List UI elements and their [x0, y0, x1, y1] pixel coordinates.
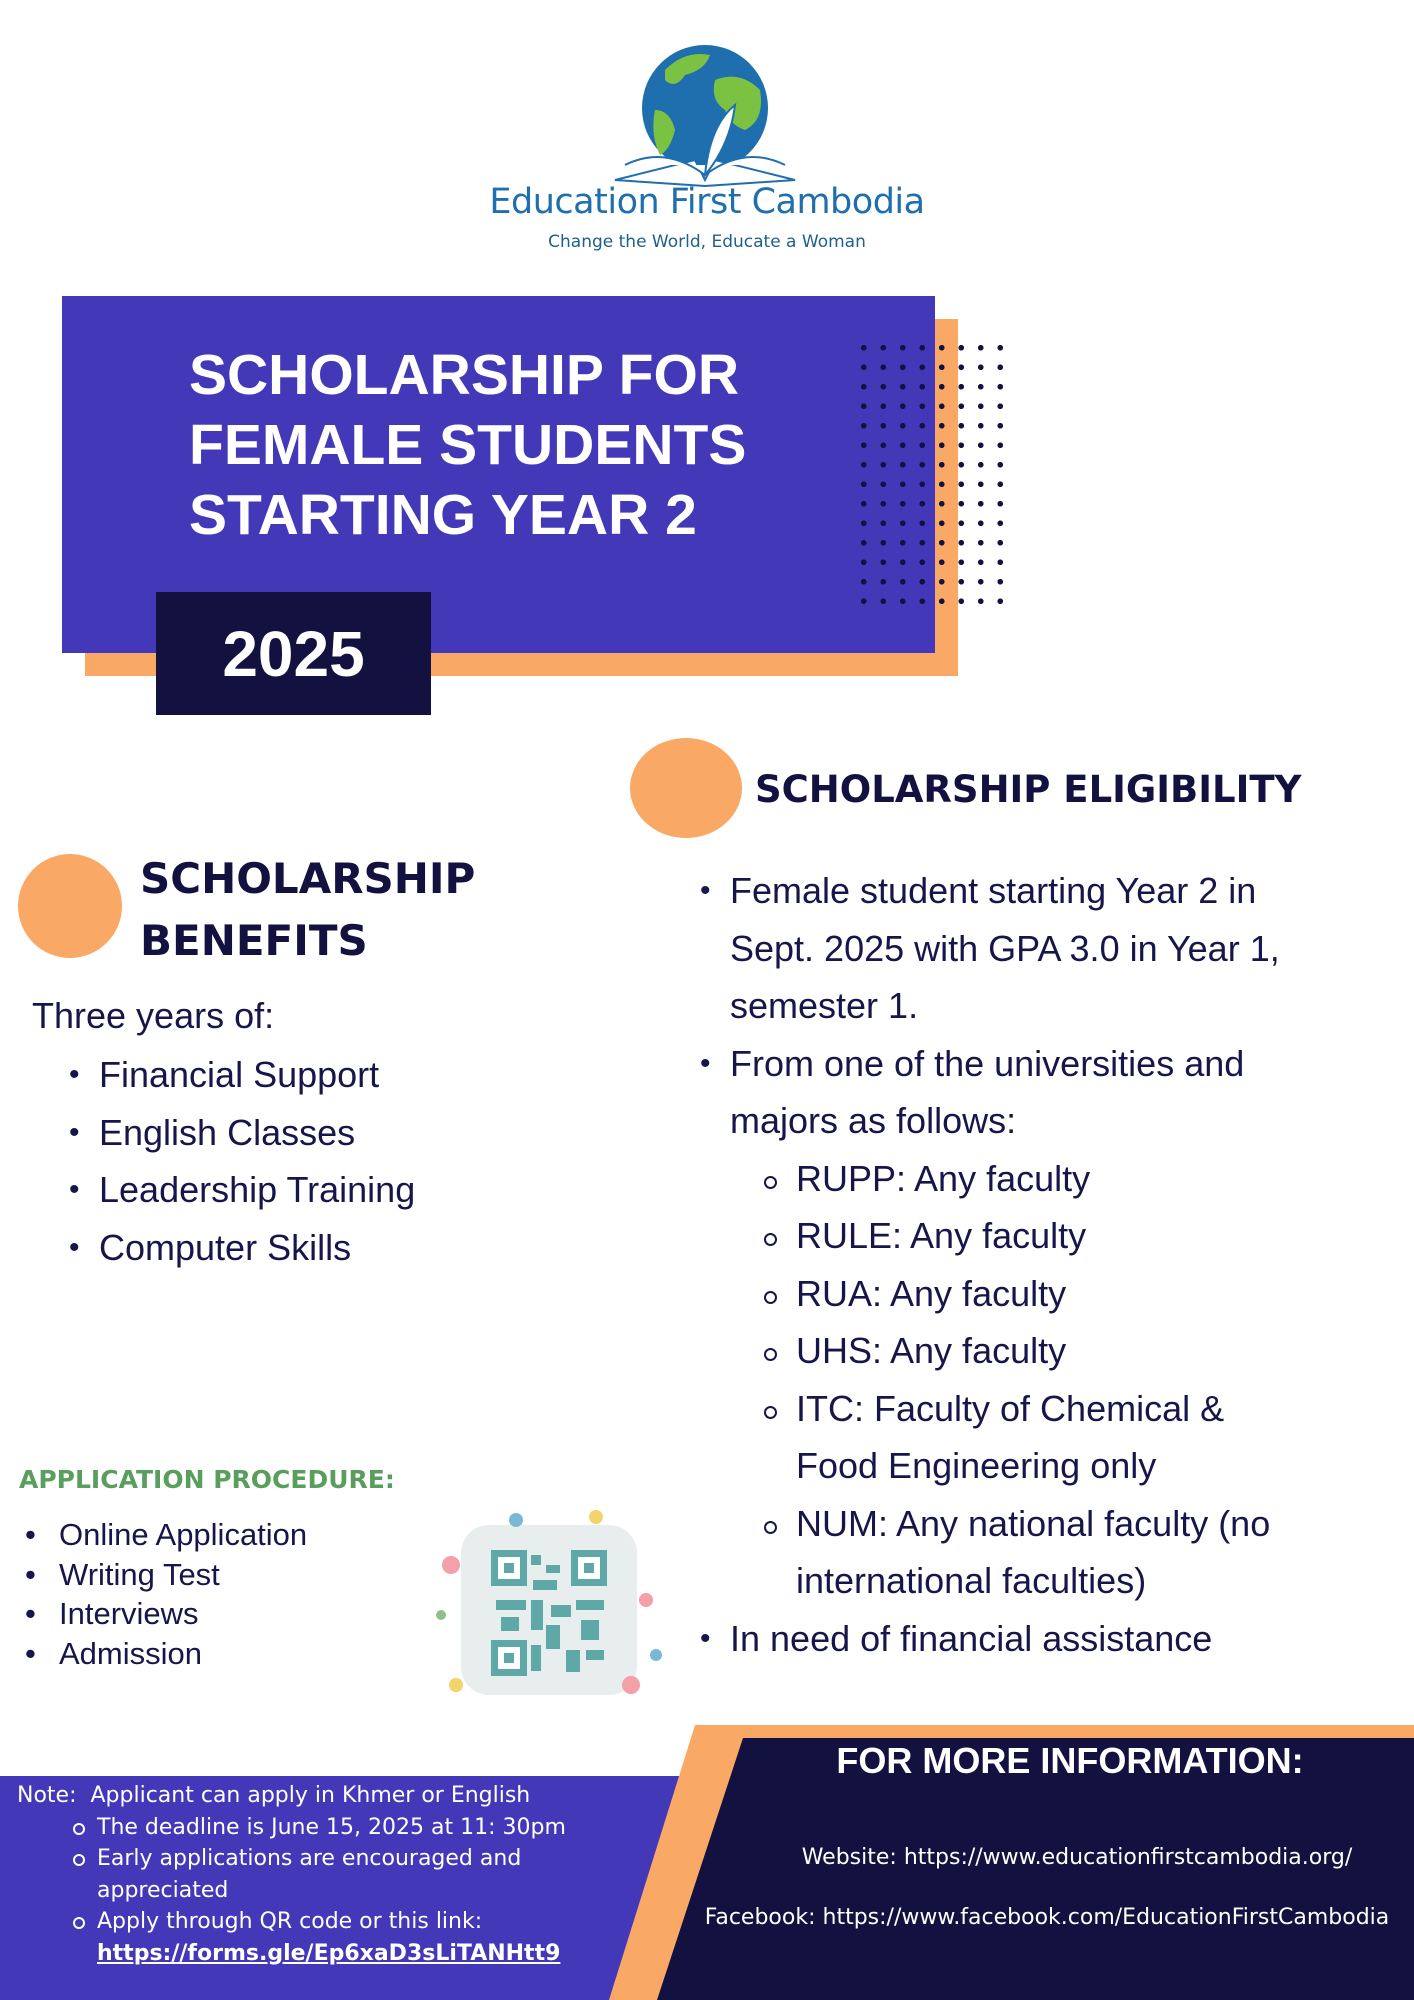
application-form-link[interactable]: https://forms.gle/Ep6xaD3sLiTANHtt9: [97, 1940, 561, 1966]
eligibility-heading: SCHOLARSHIP ELIGIBILITY: [755, 768, 1302, 811]
university-item: RUPP: Any faculty: [796, 1150, 1330, 1208]
benefits-heading: [140, 848, 475, 972]
note-text: Applicant can apply in Khmer or English: [90, 1783, 531, 1808]
website-link[interactable]: Website: https://www.educationfirstcambodia.org/: [801, 1845, 1353, 1870]
benefit-item: • English Classes: [99, 1104, 415, 1162]
procedure-step: • Online Application: [59, 1515, 307, 1555]
title-line: SCHOLARSHIP FOR: [189, 343, 739, 407]
note-item-text: Apply through QR code or this link:: [97, 1909, 483, 1934]
benefits-heading-line: BENEFITS: [140, 916, 368, 965]
logo-name: Education First Cambodia: [489, 182, 925, 222]
eligibility-item: [730, 1035, 1330, 1610]
university-item: ITC: Faculty of Chemical & Food Engineering only: [796, 1380, 1276, 1495]
university-item: NUM: Any national faculty (no international faculties): [796, 1495, 1276, 1610]
benefit-item: • Computer Skills: [99, 1219, 415, 1277]
logo-globe-book-icon: [595, 40, 815, 190]
university-item: RUA: Any faculty: [796, 1265, 1330, 1323]
dot-pattern: [854, 338, 1014, 618]
banner-title: [189, 340, 746, 550]
note-section: [17, 1780, 577, 1969]
university-item: RULE: Any faculty: [796, 1207, 1330, 1265]
benefits-list: [99, 1046, 415, 1276]
procedure-step: • Writing Test: [59, 1555, 307, 1595]
title-line: STARTING YEAR 2: [189, 483, 697, 547]
procedure-list: [59, 1515, 307, 1673]
procedure-step: • Admission: [59, 1634, 307, 1674]
eligibility-item-text: From one of the universities and majors as follows:: [730, 1042, 1245, 1141]
year-badge: 2025: [156, 592, 431, 715]
facebook-link[interactable]: Facebook: https://www.facebook.com/EducationFirstCambodia: [704, 1905, 1390, 1930]
eligibility-item: • Female student starting Year 2 in Sept. 2025 with GPA 3.0 in Year 1, semester 1.: [730, 862, 1330, 1035]
info-heading: FOR MORE INFORMATION:: [836, 1740, 1304, 1781]
benefits-intro: Three years of:: [32, 995, 275, 1036]
note-item: Early applications are encouraged and appreciated: [97, 1843, 577, 1906]
benefit-item: • Leadership Training: [99, 1161, 415, 1219]
note-item: [97, 1906, 577, 1969]
note-item: The deadline is June 15, 2025 at 11: 30pm: [97, 1812, 577, 1844]
benefit-item: • Financial Support: [99, 1046, 415, 1104]
qr-code-icon[interactable]: [421, 1505, 677, 1710]
procedure-heading: APPLICATION PROCEDURE:: [19, 1465, 395, 1494]
benefits-circle: [18, 854, 122, 958]
eligibility-item: • In need of financial assistance: [730, 1610, 1330, 1668]
eligibility-circle: [630, 738, 742, 838]
university-item: UHS: Any faculty: [796, 1322, 1330, 1380]
note-label: Note:: [17, 1783, 77, 1808]
logo-tagline: Change the World, Educate a Woman: [548, 232, 866, 252]
title-line: FEMALE STUDENTS: [189, 413, 747, 477]
eligibility-list: [730, 862, 1330, 1667]
benefits-heading-line: SCHOLARSHIP: [140, 854, 476, 903]
procedure-step: • Interviews: [59, 1594, 307, 1634]
